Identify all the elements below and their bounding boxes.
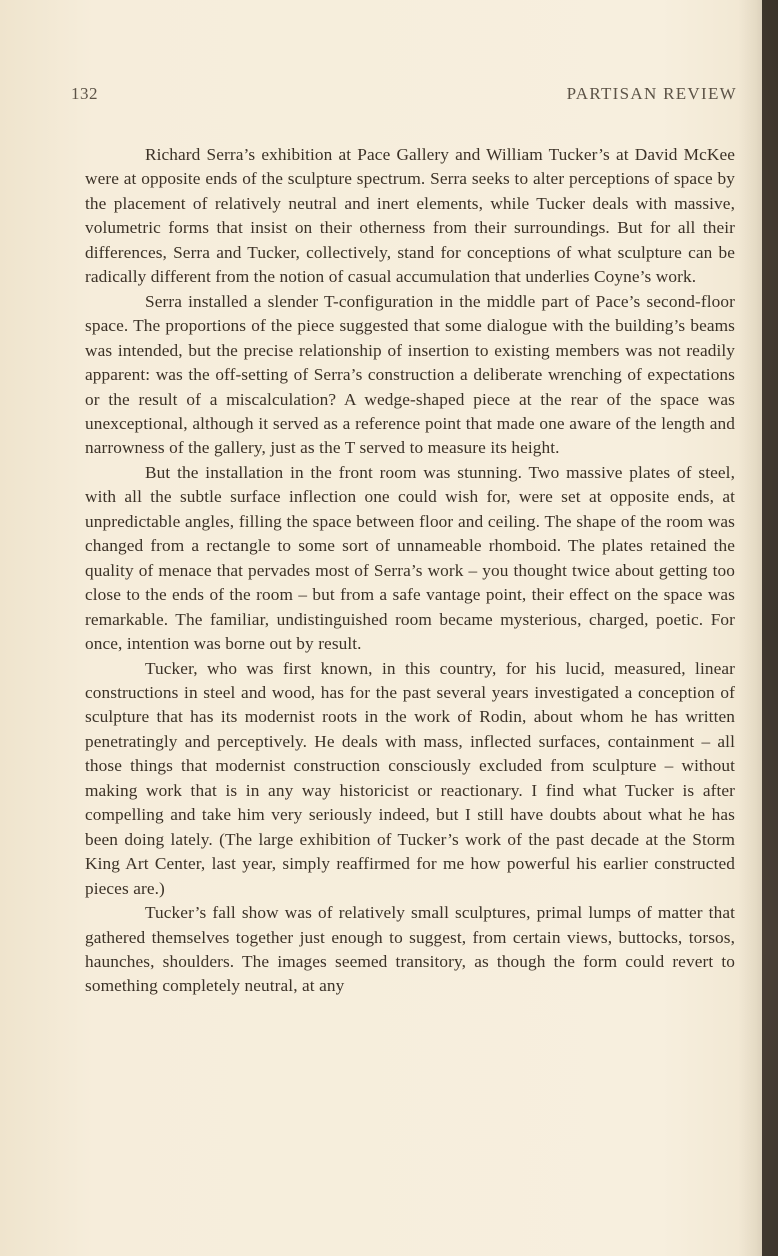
running-header	[71, 84, 737, 110]
paragraph: Richard Serra’s exhibition at Pace Gallery and William Tucker’s at David McKee were at opposite ends of the sculpture spectrum. Serra seeks to alter perceptions of space by the placement of relatively neutral and inert elements, while Tucker deals with massive, volumetric forms that insist on their otherness from their surroundings. But for all their differences, Serra and Tucker, collectively, stand for conceptions of what sculpture can be radically different from the notion of casual accumulation that underlies Coyne’s work.	[85, 145, 735, 287]
article-body	[85, 143, 735, 999]
journal-title: PARTISAN REVIEW	[566, 84, 737, 103]
paragraph: But the installation in the front room was stunning. Two massive plates of steel, with all the subtle surface inflection one could wish for, were set at opposite ends, at unpredictable angles, filling the space between floor and ceiling. The shape of the room was changed from a rectangle to some sort of unnameable rhomboid. The plates retained the quality of menace that pervades most of Serra’s work – you thought twice about getting too close to the ends of the room – but from a safe vantage point, their effect on the space was remarkable. The familiar, undistinguished room became mysterious, charged, poetic. For once, intention was borne out by result.	[85, 462, 735, 654]
paragraph: Tucker, who was first known, in this country, for his lucid, measured, linear constructions in steel and wood, has for the past several years investigated a conception of sculpture that has its modernist roots in the work of Rodin, about whom he has written penetratingly and perceptively. He deals with mass, inflected surfaces, containment – all those things that modernist construction consciously excluded from sculpture – without making work that is in any way historicist or reactionary. I find what Tucker is after compelling and take him very seriously indeed, but I still have doubts about what he has been doing lately. (The large exhibition of Tucker’s work of the past decade at the Storm King Art Center, last year, simply reaffirmed for me how powerful his earlier constructed pieces are.)	[85, 658, 735, 898]
paragraph: Tucker’s fall show was of relatively small sculptures, primal lumps of matter that gathered themselves together just enough to suggest, from certain views, buttocks, torsos, haunches, shoulders. The images seemed transitory, as though the form could revert to something completely neutral, at any	[85, 903, 735, 996]
book-edge	[762, 0, 778, 1256]
page-number: 132	[71, 84, 98, 103]
paragraph: Serra installed a slender T-configuration in the middle part of Pace’s second-floor space. The proportions of the piece suggested that some dialogue with the building’s beams was intended, but the precise relationship of insertion to existing members was not readily apparent: was the off-setting of Serra’s construction a deliberate wrenching of expectations or the result of a miscalculation? A wedge-shaped piece at the rear of the space was unexceptional, although it served as a reference point that made one aware of the length and narrowness of the gallery, just as the T served to measure its height.	[85, 291, 735, 458]
